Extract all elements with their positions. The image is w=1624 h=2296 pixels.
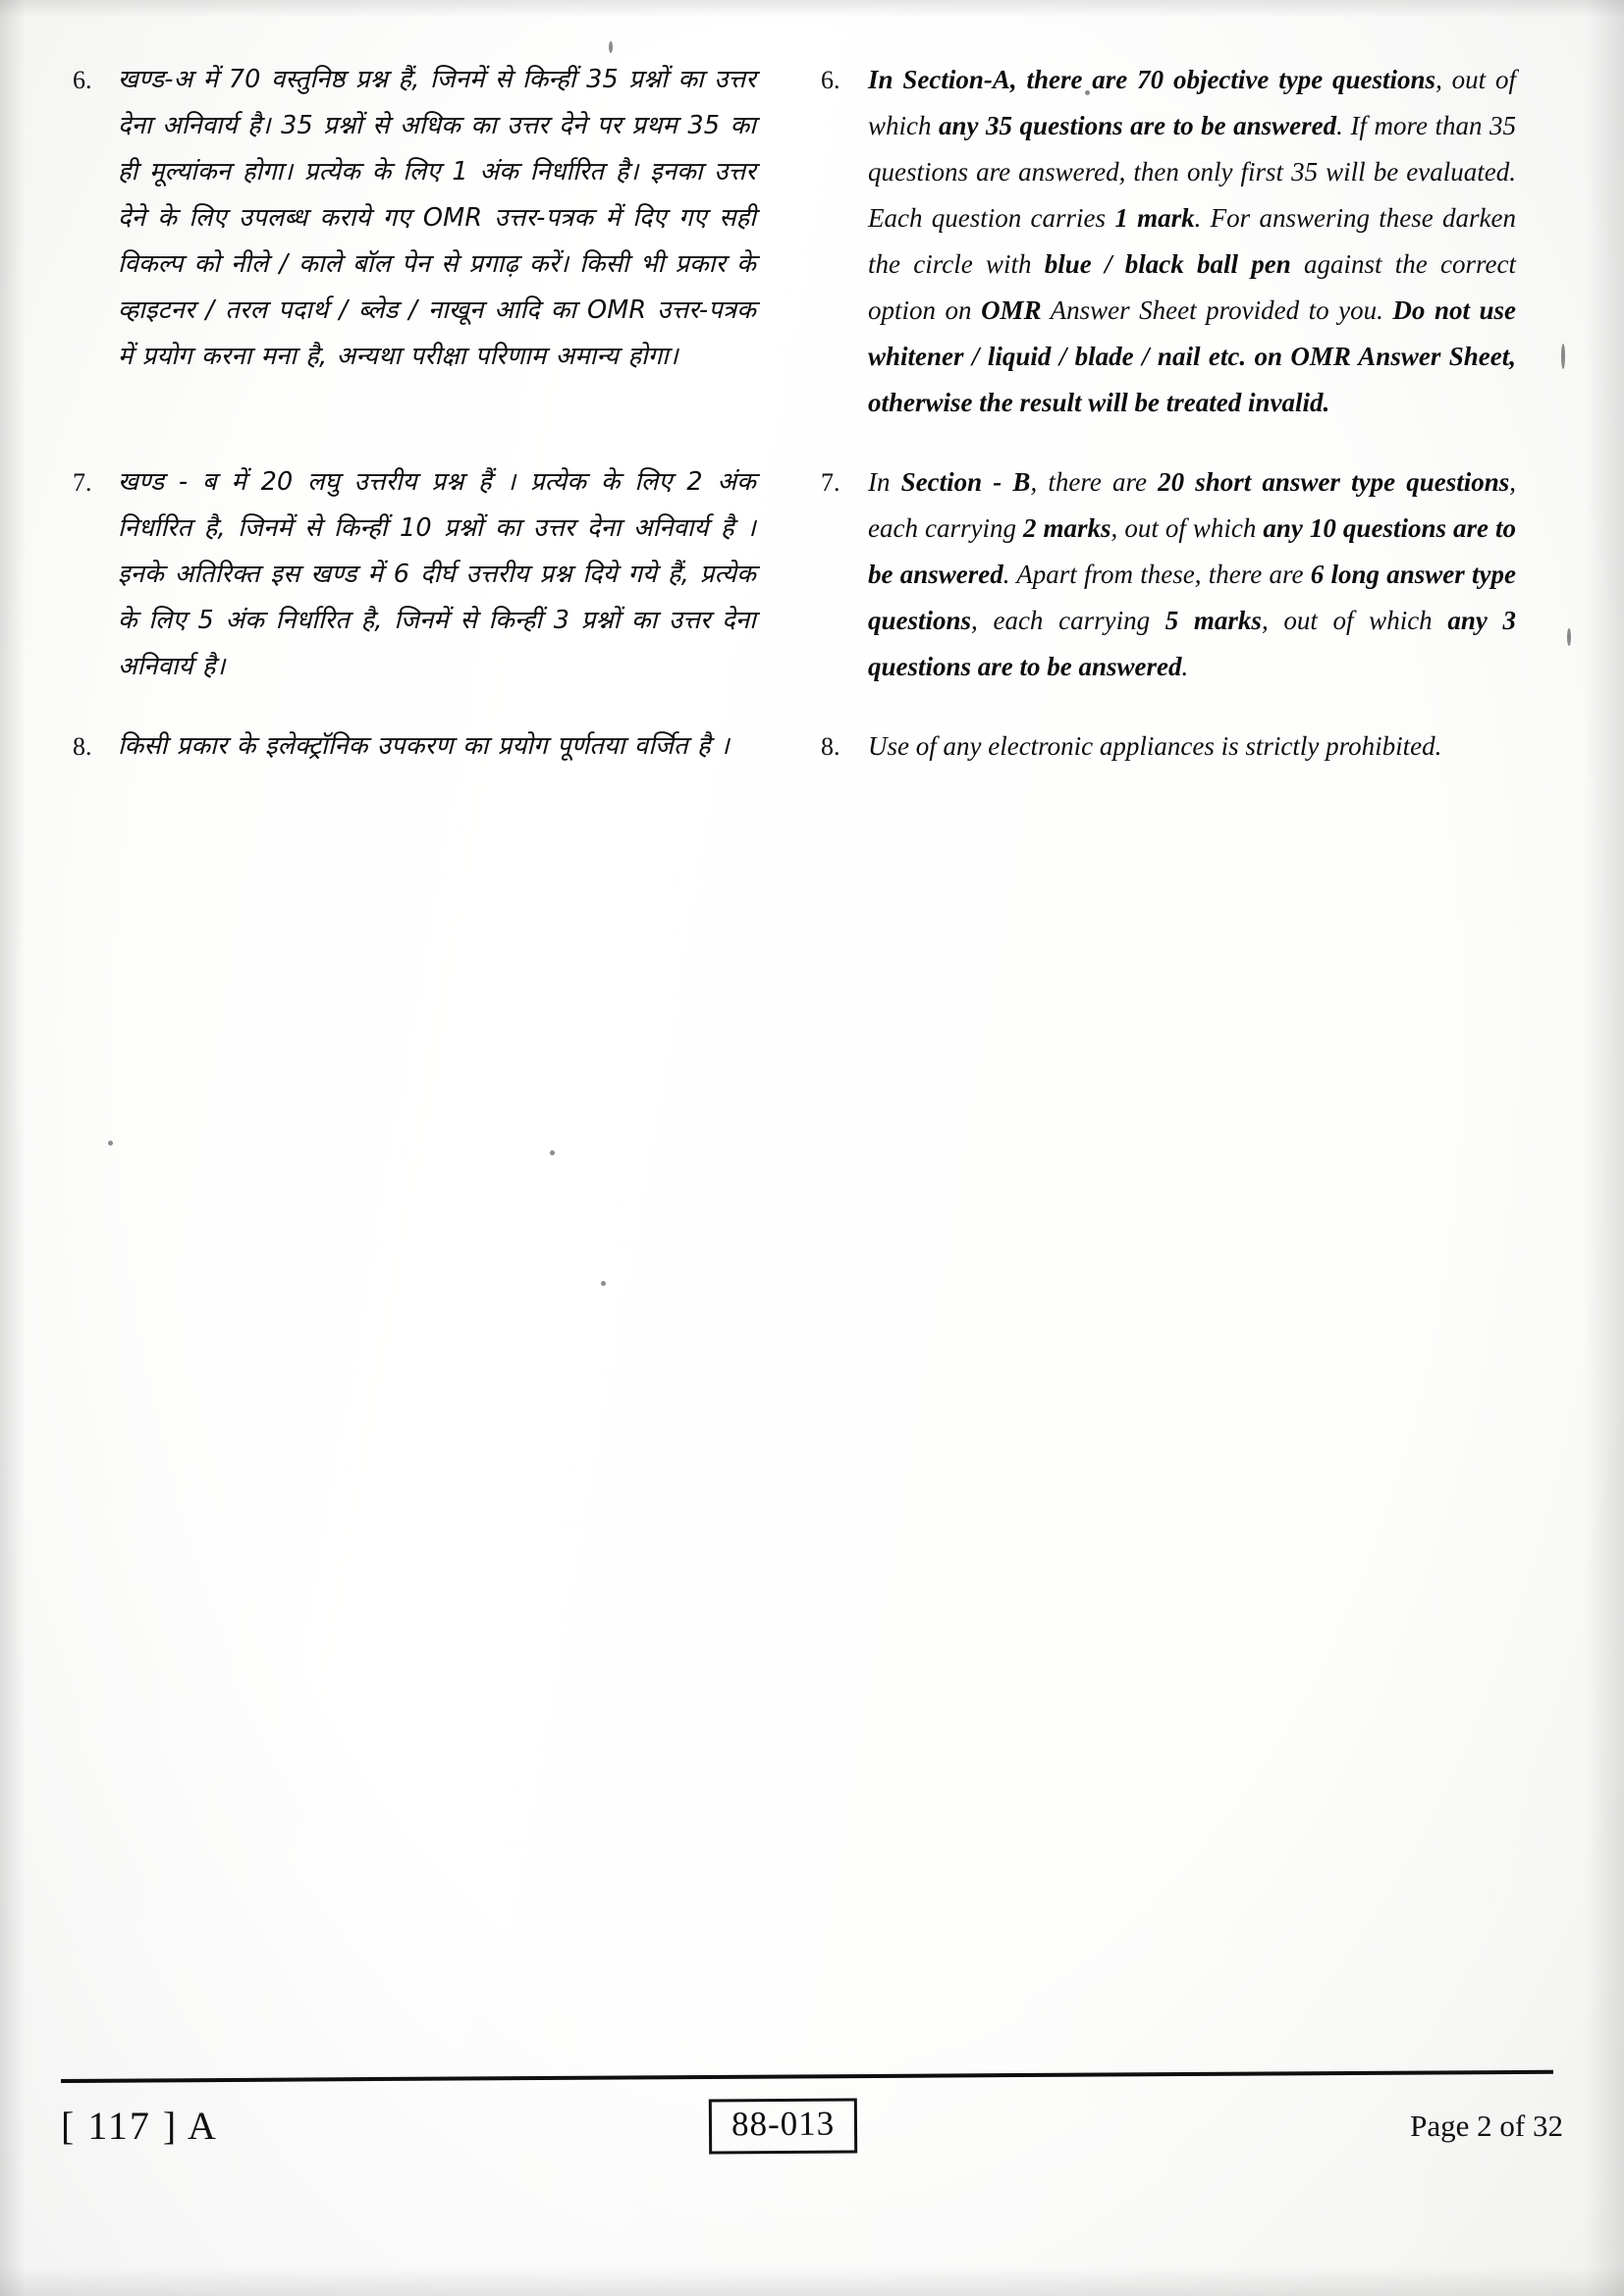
scan-speck (108, 1141, 113, 1146)
scan-edge-shadow-top (0, 0, 1624, 18)
instruction-6-english-column (799, 57, 1526, 426)
instruction-7-english-text: In Section - B, there are 20 short answer type questions, each carrying 2 marks, out of which any 10 questions are to be answered. Apart from these, there are 6 long answer type questions, each carrying 5 marks, out of which any 3 questions are to be answered. (868, 467, 1517, 681)
scan-speck (609, 41, 613, 53)
instruction-8-hindi-number: 8. (73, 732, 92, 761)
instruction-item-6 (73, 57, 1526, 426)
scan-edge-shadow-right (1585, 0, 1624, 2296)
instruction-6-hindi-column (73, 57, 799, 426)
instruction-8-english-column (799, 723, 1526, 770)
instruction-8-hindi-text: किसी प्रकार के इलेक्ट्रॉनिक उपकरण का प्रयोग पूर्णतया वर्जित है । (118, 731, 730, 761)
instruction-8-english-text: Use of any electronic appliances is strictly prohibited. (868, 731, 1442, 761)
instruction-item-7 (73, 459, 1526, 690)
instruction-6-english-number: 6. (821, 66, 840, 94)
scan-edge-shadow-left (0, 0, 26, 2296)
footer-page-number: Page 2 of 32 (1410, 2109, 1563, 2143)
footer-divider (61, 2070, 1553, 2083)
scan-edge-shadow-bottom (0, 2267, 1624, 2296)
scan-speck (601, 1281, 606, 1286)
instruction-6-hindi-text: खण्ड-अ में 70 वस्तुनिष्ठ प्रश्न हैं, जिनमें से किन्हीं 35 प्रश्नों का उत्तर देना अनिवार्य है। 35 प्रश्नों से अधिक का उत्तर देने पर प्रथम 35 का ही मूल्यांकन होगा। प्रत्येक के लिए 1 अंक निर्धारित है। इनका उत्तर देने के लिए उपलब्ध कराये गए OMR उत्तर-पत्रक में दिए गए सही विकल्प को नीले / काले बॉल पेन से प्रगाढ़ करें। किसी भी प्रकार के व्हाइटनर / तरल पदार्थ / ब्लेड / नाखून आदि का OMR उत्तर-पत्रक में प्रयोग करना मना है, अन्यथा परीक्षा परिणाम अमान्य होगा। (118, 65, 756, 371)
instruction-6-english-text: In Section-A, there are 70 objective type questions, out of which any 35 questions are to be answered. If more than 35 questions are answered, then only first 35 will be evaluated. Each question carries 1 mark. For answering these darken the circle with blue / black ball pen against the correct option on OMR Answer Sheet provided to you. Do not use whitener / liquid / blade / nail etc. on OMR Answer Sheet, otherwise the result will be treated invalid. (868, 65, 1516, 417)
instruction-7-hindi-text: खण्ड - ब में 20 लघु उत्तरीय प्रश्न हैं । प्रत्येक के लिए 2 अंक निर्धारित है, जिनमें से किन्हीं 10 प्रश्नों का उत्तर देना अनिवार्य है । इनके अतिरिक्त इस खण्ड में 6 दीर्घ उत्तरीय प्रश्न दिये गये हैं, प्रत्येक के लिए 5 अंक निर्धारित है, जिनमें से किन्हीं 3 प्रश्नों का उत्तर देना अनिवार्य है। (118, 467, 756, 681)
instruction-7-english-column (799, 459, 1526, 690)
scan-speck (1561, 344, 1565, 369)
footer-set-marker: [ 117 ] A (61, 2104, 218, 2148)
instruction-7-hindi-number: 7. (73, 468, 92, 497)
scan-speck (1567, 628, 1571, 646)
scan-speck (550, 1150, 555, 1155)
instruction-6-hindi-number: 6. (73, 66, 92, 94)
instruction-7-english-number: 7. (821, 468, 840, 497)
footer-paper-code: 88-013 (709, 2098, 858, 2154)
page-footer (61, 2099, 1563, 2167)
instruction-item-8 (73, 723, 1526, 770)
instructions-list (73, 57, 1526, 803)
instruction-8-english-number: 8. (821, 732, 840, 761)
instruction-8-hindi-column (73, 723, 799, 770)
instruction-7-hindi-column (73, 459, 799, 690)
